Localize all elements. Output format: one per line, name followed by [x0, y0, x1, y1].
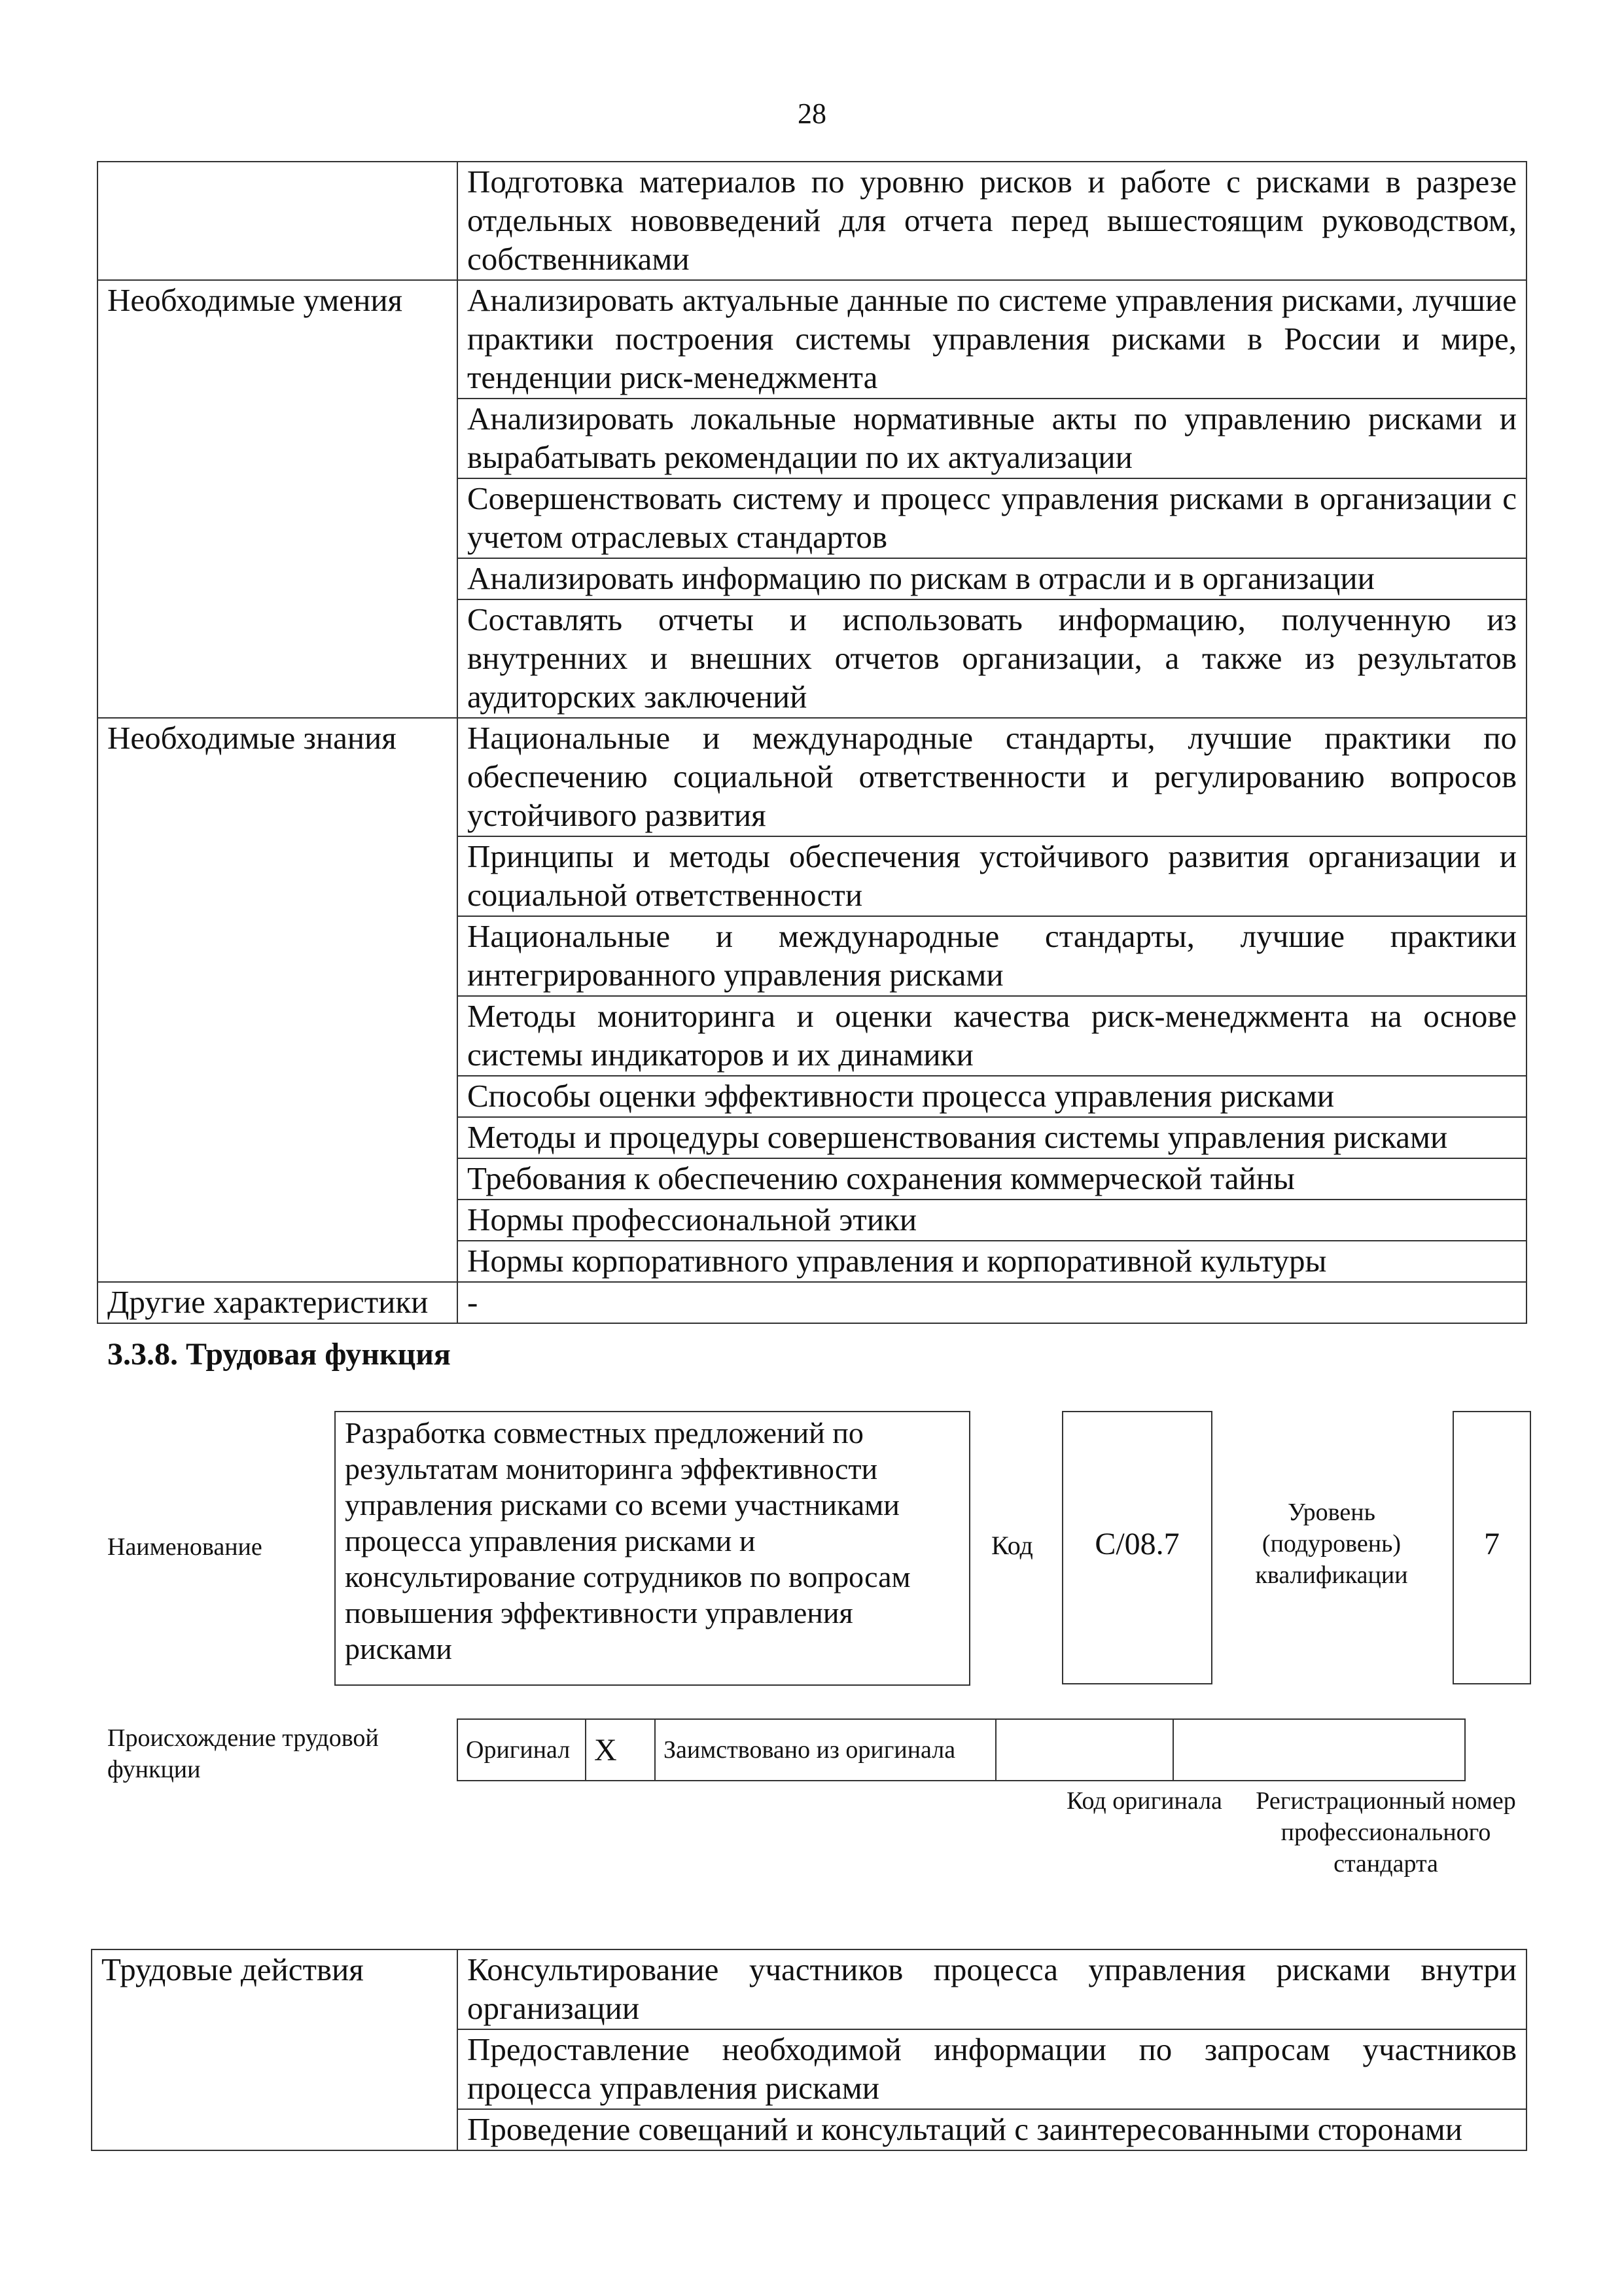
row-text: Проведение совещаний и консультаций с заинтересованными сторонами: [457, 2109, 1527, 2150]
row-text: Нормы корпоративного управления и корпоративной культуры: [457, 1241, 1527, 1282]
skills-knowledge-table: [97, 161, 1527, 1324]
origin-code-caption: Код оригинала: [1067, 1787, 1222, 1815]
row-label: [97, 162, 457, 280]
row-text: Подготовка материалов по уровню рисков и работе с рисками в разрезе отдельных нововведений для отчета перед вышестоящим руководством, собственниками: [457, 162, 1527, 280]
name-label: Наименование: [107, 1533, 262, 1561]
row-text: Национальные и международные стандарты, лучшие практики по обеспечению социальной ответственности и регулированию вопросов устойчивого развития: [457, 718, 1527, 836]
row-text: Нормы профессиональной этики: [457, 1200, 1527, 1241]
function-name-box: [334, 1411, 970, 1686]
row-text: Анализировать локальные нормативные акты по управлению рисками и вырабатывать рекомендации по их актуализации: [457, 399, 1527, 478]
knowledge-label: Необходимые знания: [97, 718, 457, 1282]
table-row: [97, 162, 1527, 280]
reg-number-caption: Регистрационный номер профессионального стандарта: [1256, 1787, 1516, 1877]
reg-number-cell: [1173, 1719, 1465, 1781]
labor-actions-table: [91, 1949, 1527, 2151]
skills-label: Необходимые умения: [97, 280, 457, 718]
page-number: 28: [798, 98, 826, 130]
code-box: [1062, 1411, 1212, 1684]
row-text: Анализировать информацию по рискам в отрасли и в организации: [457, 558, 1527, 599]
row-text: Способы оценки эффективности процесса управления рисками: [457, 1076, 1527, 1117]
qualification-level-label: Уровень (подуровень) квалификации: [1255, 1499, 1408, 1589]
table-row: [97, 1282, 1527, 1323]
table-row: [457, 1719, 1465, 1781]
original-label: Оригинал: [457, 1719, 586, 1781]
table-row: [97, 718, 1527, 836]
origin-label: Происхождение трудовой функции: [107, 1724, 379, 1783]
original-mark: X: [586, 1719, 655, 1781]
row-text: Консультирование участников процесса управления рисками внутри организации: [457, 1949, 1527, 2029]
origin-code-cell: [996, 1719, 1173, 1781]
table-row: [97, 280, 1527, 399]
row-text: Анализировать актуальные данные по системе управления рисками, лучшие практики построения системы управления рисками в России и мире, тенденции риск-менеджмента: [457, 280, 1527, 399]
code-label: Код: [991, 1531, 1033, 1560]
labor-actions-label: Трудовые действия: [92, 1949, 457, 2150]
row-text: Совершенствовать систему и процесс управления рисками в организации с учетом отраслевых стандартов: [457, 478, 1527, 558]
row-text: Требования к обеспечению сохранения коммерческой тайны: [457, 1158, 1527, 1200]
function-name-text: Разработка совместных предложений по результатам мониторинга эффективности управления рисками со всеми участниками процесса управления рисками и консультирование сотрудников по вопросам повышения эффективности управления рисками: [345, 1416, 911, 1665]
row-text: Национальные и международные стандарты, лучшие практики интегрированного управления рисками: [457, 916, 1527, 996]
level-box: [1453, 1411, 1531, 1684]
row-text: Методы и процедуры совершенствования системы управления рисками: [457, 1117, 1527, 1158]
code-value: C/08.7: [1095, 1527, 1180, 1561]
borrowed-label: Заимствовано из оригинала: [655, 1719, 996, 1781]
level-value: 7: [1484, 1527, 1500, 1561]
row-text: Методы мониторинга и оценки качества риск-менеджмента на основе системы индикаторов и их динамики: [457, 996, 1527, 1076]
row-text: Принципы и методы обеспечения устойчивого развития организации и социальной ответственности: [457, 836, 1527, 916]
other-characteristics-label: Другие характеристики: [97, 1282, 457, 1323]
row-text: Предоставление необходимой информации по запросам участников процесса управления рисками: [457, 2029, 1527, 2109]
origin-table: [457, 1718, 1466, 1781]
table-row: [92, 1949, 1527, 2029]
row-text: Составлять отчеты и использовать информацию, полученную из внутренних и внешних отчетов организации, а также из результатов аудиторских заключений: [457, 599, 1527, 718]
row-text: -: [457, 1282, 1527, 1323]
section-heading: 3.3.8. Трудовая функция: [107, 1337, 451, 1372]
